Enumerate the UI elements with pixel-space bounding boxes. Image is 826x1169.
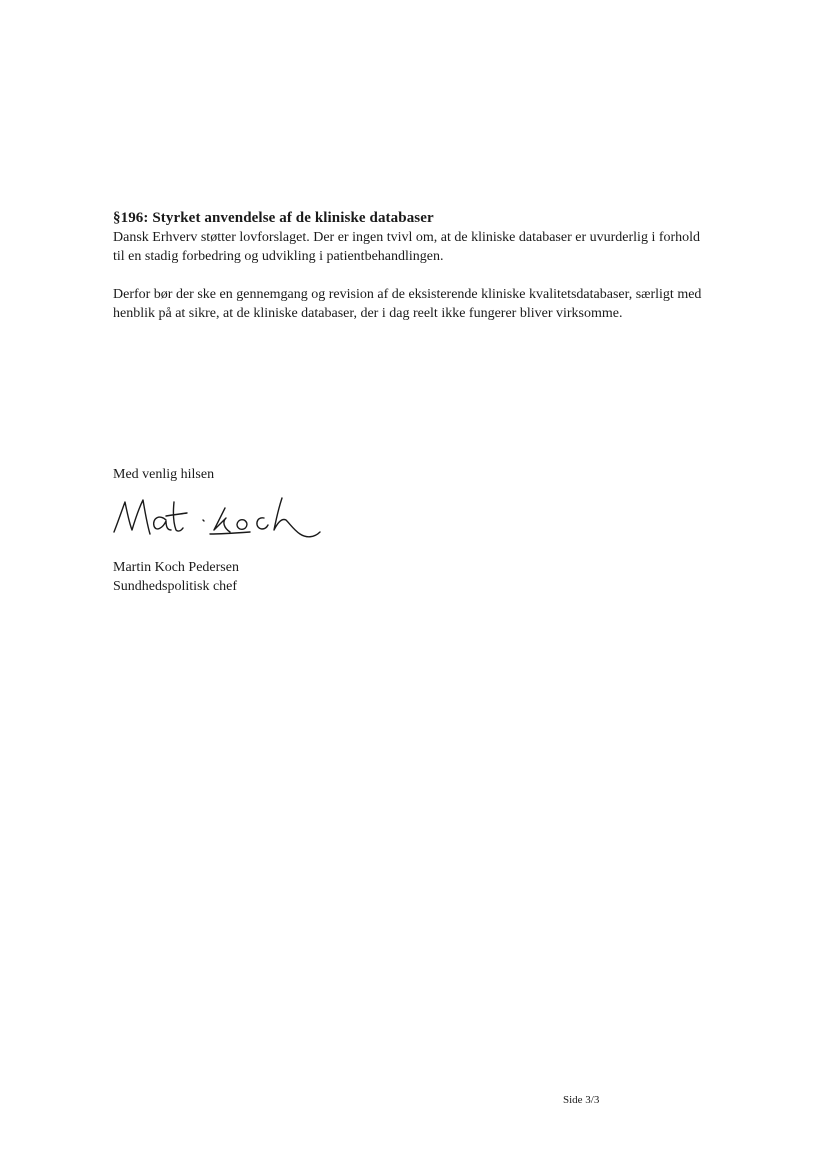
closing-greeting: Med venlig hilsen <box>113 467 215 482</box>
section-196 <box>113 209 713 323</box>
signer-block <box>113 558 239 596</box>
signer-title: Sundhedspolitisk chef <box>113 579 238 594</box>
handwritten-signature <box>110 492 325 550</box>
paragraph-1: Dansk Erhverv støtter lovforslaget. Der er ingen tvivl om, at de kliniske databaser er uvurderlig i forhold til en stadig forbedring og udvikling i patientbehandlingen. <box>113 230 701 264</box>
page-number: Side 3/3 <box>563 1094 600 1106</box>
section-heading: §196: Styrket anvendelse af de kliniske databaser <box>113 210 434 226</box>
paragraph-2: Derfor bør der ske en gennemgang og revision af de eksisterende kliniske kvalitetsdatabaser, særligt med henblik på at sikre, at de kliniske databaser, der i dag reelt ikke fungerer bliver virksomme. <box>113 287 702 321</box>
signer-name: Martin Koch Pedersen <box>113 560 239 575</box>
